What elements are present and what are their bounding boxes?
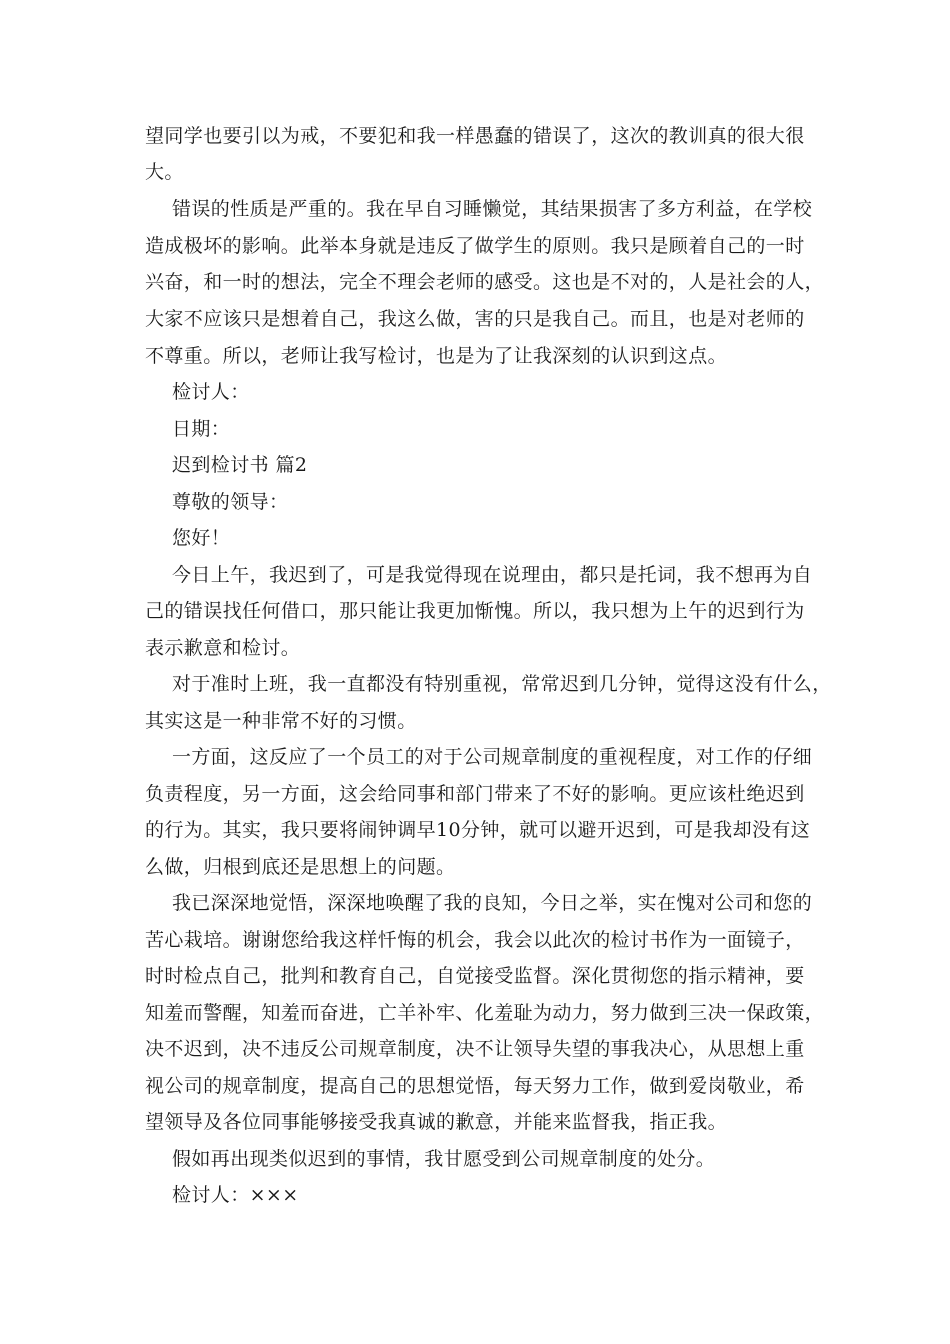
text-line: 的行为。其实，我只要将闹钟调早10分钟，就可以避开迟到，可是我却没有这 bbox=[145, 819, 811, 841]
text-line: 决不迟到，决不违反公司规章制度，决不让领导失望的事我决心，从思想上重 bbox=[145, 1038, 805, 1060]
text-line: 兴奋，和一时的想法，完全不理会老师的感受。这也是不对的，人是社会的人， bbox=[145, 271, 825, 293]
paragraph-start-line: 一方面，这反应了一个员工的对于公司规章制度的重视程度，对工作的仔细 bbox=[172, 746, 813, 768]
text-line: 造成极坏的影响。此举本身就是违反了做学生的原则。我只是顾着自己的一时 bbox=[145, 235, 805, 257]
text-line: 望同学也要引以为戒，不要犯和我一样愚蠢的错误了，这次的教训真的很大很 bbox=[145, 125, 805, 147]
text-line: 时时检点自己，批判和教育自己，自觉接受监督。深化贯彻您的指示精神，要 bbox=[145, 965, 805, 987]
signature-label: 检讨人： bbox=[172, 381, 250, 403]
text-line: 大家不应该只是想着自己，我这么做，害的只是我自己。而且，也是对老师的 bbox=[145, 308, 805, 330]
signature-line: 检讨人：××× bbox=[172, 1184, 299, 1206]
paragraph-start-line: 对于准时上班，我一直都没有特别重视，常常迟到几分钟，觉得这没有什么， bbox=[172, 673, 832, 695]
paragraph-start-line: 错误的性质是严重的。我在早自习睡懒觉，其结果损害了多方利益，在学校 bbox=[172, 198, 813, 220]
section-title: 迟到检讨书 篇2 bbox=[172, 454, 308, 476]
text-line: 大。 bbox=[145, 161, 184, 183]
paragraph-start-line: 假如再出现类似迟到的事情，我甘愿受到公司规章制度的处分。 bbox=[172, 1148, 716, 1170]
salutation: 尊敬的领导： bbox=[172, 491, 289, 513]
text-line: 己的错误找任何借口，那只能让我更加惭愧。所以，我只想为上午的迟到行为 bbox=[145, 600, 805, 622]
greeting: 您好！ bbox=[172, 527, 231, 549]
text-line: 知羞而警醒，知羞而奋进，亡羊补牢、化羞耻为动力，努力做到三决一保政策， bbox=[145, 1002, 825, 1024]
text-line: 视公司的规章制度，提高自己的思想觉悟，每天努力工作，做到爱岗敬业，希 bbox=[145, 1075, 805, 1097]
text-line: 表示歉意和检讨。 bbox=[145, 637, 301, 659]
date-label: 日期： bbox=[172, 418, 231, 440]
text-line: 望领导及各位同事能够接受我真诚的歉意，并能来监督我，指正我。 bbox=[145, 1111, 728, 1133]
text-line: 其实这是一种非常不好的习惯。 bbox=[145, 710, 417, 732]
text-line: 不尊重。所以，老师让我写检讨，也是为了让我深刻的认识到这点。 bbox=[145, 345, 728, 367]
text-line: 么做，归根到底还是思想上的问题。 bbox=[145, 856, 456, 878]
paragraph-start-line: 我已深深地觉悟，深深地唤醒了我的良知，今日之举，实在愧对公司和您的 bbox=[172, 892, 813, 914]
text-line: 苦心栽培。谢谢您给我这样忏悔的机会，我会以此次的检讨书作为一面镜子， bbox=[145, 929, 805, 951]
paragraph-start-line: 今日上午，我迟到了，可是我觉得现在说理由，都只是托词，我不想再为自 bbox=[172, 564, 813, 586]
text-line: 负责程度，另一方面，这会给同事和部门带来了不好的影响。更应该杜绝迟到 bbox=[145, 783, 805, 805]
